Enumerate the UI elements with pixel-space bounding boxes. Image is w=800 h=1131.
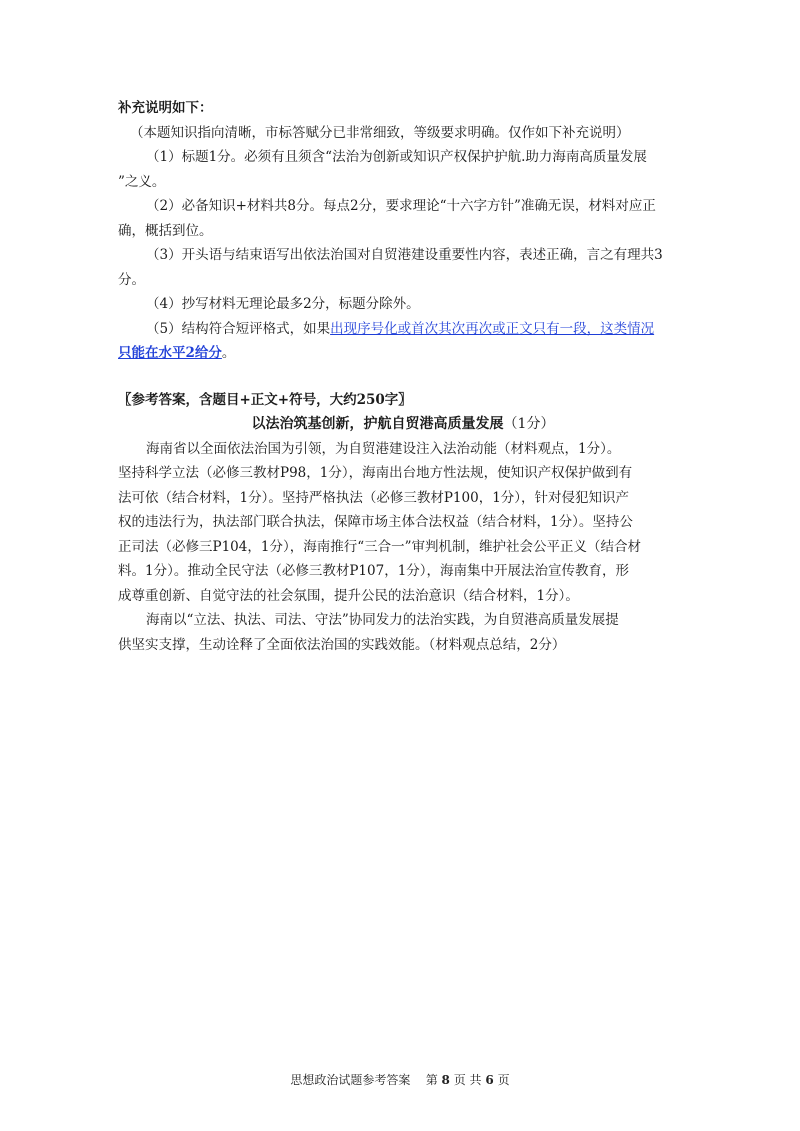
- answer-paragraph-2: [118, 608, 688, 657]
- supplement-item-3-continued: 分。: [118, 271, 145, 288]
- answer-paragraph-1-line: 法可依（结合材料，1分）。坚持严格执法（必修三教材P100，1分），针对侵犯知识产: [118, 489, 630, 506]
- answer-paragraph-1-line: 料。1分）。推动全民守法（必修三教材P107，1分），海南集中开展法治宣传教育，形: [118, 563, 630, 579]
- footer-page-total: 6: [485, 1073, 494, 1087]
- answer-title-score: （1分）: [503, 416, 555, 432]
- answer-paragraph-1-line: 成尊重创新、自觉守法的社会氛围，提升公民的法治意识（结合材料，1分）。: [118, 587, 579, 604]
- document-body: [118, 96, 688, 657]
- supplement-item-5-link[interactable]: 出现序号化或首次其次再次或正文只有一段，这类情况: [330, 320, 655, 337]
- supplement-item-5-suffix: 。: [221, 345, 236, 361]
- supplement-item-5-prefix: （5）结构符合短评格式，如果: [146, 320, 331, 337]
- footer-subject: 思想政治试题参考答案: [290, 1073, 411, 1087]
- footer-page-suffix: 页: [497, 1073, 510, 1087]
- supplement-item-4: （4）抄写材料无理论最多2分，标题分除外。: [146, 296, 420, 312]
- supplement-intro: （本题知识指向清晰，市标答赋分已非常细致，等级要求明确。仅作如下补充说明）: [130, 124, 630, 141]
- answer-paragraph-1-line: 正司法（必修三P104，1分），海南推行“三合一”审判机制，维护社会公平正义（结合材: [118, 538, 641, 555]
- footer-page-current: 8: [441, 1073, 450, 1087]
- supplement-item-5-link-continued[interactable]: 只能在水平2给分: [118, 345, 222, 361]
- answer-paragraph-1-line: 海南省以全面依法治国为引领，为自贸港建设注入法治动能（材料观点，1分）。: [146, 440, 621, 457]
- supplement-item-3: （3）开头语与结束语写出依法治国对自贸港建设重要性内容，表述正确，言之有理共3: [146, 247, 663, 263]
- answer-paragraph-2-line: 海南以“立法、执法、司法、守法”协同发力的法治实践，为自贸港高质量发展提: [146, 612, 619, 628]
- supplement-item-5: [118, 317, 688, 342]
- supplement-item-5-continued: [118, 341, 688, 366]
- answer-heading: 〖参考答案，含题目+正文+符号，大约250字〗: [118, 391, 412, 408]
- supplement-item-1: （1）标题1分。必须有且须含“法治为创新或知识产权保护护航.助力海南高质量发展: [146, 149, 647, 165]
- supplement-item-2-continued: 确，概括到位。: [118, 222, 213, 239]
- page-footer: [0, 1071, 800, 1088]
- footer-page-middle: 页 共: [453, 1073, 482, 1087]
- answer-paragraph-2-line: 供坚实支撑，生动诠释了全面依法治国的实践效能。（材料观点总结，2分）: [118, 636, 566, 653]
- footer-page-prefix: 第: [425, 1073, 438, 1087]
- supplement-heading: 补充说明如下：: [118, 100, 213, 116]
- supplement-item-2: （2）必备知识+材料共8分。每点2分，要求理论“十六字方针”准确无误，材料对应正: [146, 198, 656, 214]
- section-gap: [118, 366, 688, 388]
- answer-title: [118, 412, 688, 437]
- supplement-item-1-continued: ”之义。: [118, 173, 166, 190]
- answer-paragraph-1: [118, 437, 688, 609]
- answer-paragraph-1-line: 权的违法行为，执法部门联合执法，保障市场主体合法权益（结合材料，1分）。坚持公: [118, 514, 633, 530]
- answer-paragraph-1-line: 坚持科学立法（必修三教材P98，1分），海南出台地方性法规，使知识产权保护做到有: [118, 465, 633, 481]
- answer-title-text: 以法治筑基创新，护航自贸港高质量发展: [251, 416, 504, 432]
